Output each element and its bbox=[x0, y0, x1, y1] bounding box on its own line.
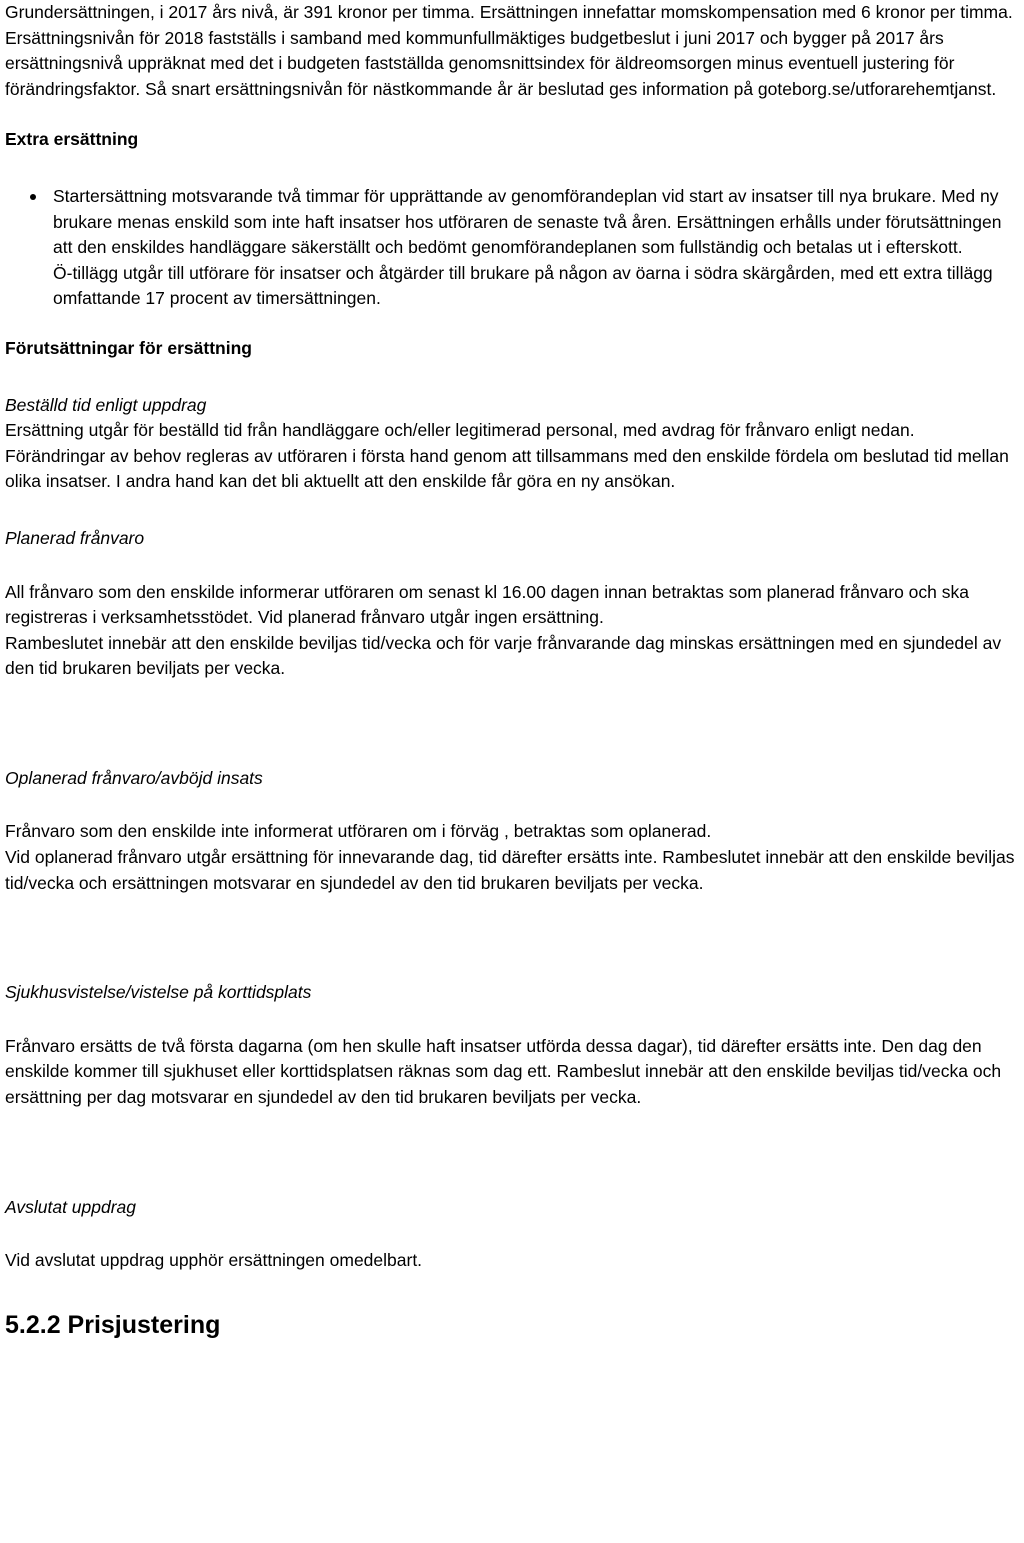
planned-absence-paragraph-1: All frånvaro som den enskilde informerar utföraren om senast kl 16.00 dagen innan betraktas som planerad frånvaro och ska registreras i verksamhetsstödet. Vid planerad frånvaro utgår ingen ersättning. bbox=[5, 581, 969, 628]
section-heading-price-adjustment: 5.2.2 Prisjustering bbox=[5, 1310, 221, 1339]
unplanned-absence-title: Oplanerad frånvaro/avböjd insats bbox=[5, 767, 263, 788]
planned-absence-paragraph-2: Rambeslutet innebär att den enskilde beviljas tid/vecka och för varje frånvarande dag minskas ersättningen med en sjundedel av den tid brukaren beviljats per vecka. bbox=[5, 632, 1002, 679]
extra-compensation-heading: Extra ersättning bbox=[5, 129, 139, 150]
intro-paragraph: Grundersättningen, i 2017 års nivå, är 391 kronor per timma. Ersättningen innefattar momskompensation med 6 kronor per timma. Ersättningsnivån för 2018 fastställs i samband med kommunfullmäktiges budgetbeslut i juni 2017 och bygger på 2017 års ersättningsnivå uppräknat med det i budgeten fastställda genomsnittsindex för äldreomsorgen minus eventuell justering för förändringsfaktor. Så snart ersättningsnivån för nästkommande år är beslutad ges information på goteborg.se/utforarehemtjanst. bbox=[5, 2, 1013, 99]
unplanned-absence-paragraph-2: Vid oplanerad frånvaro utgår ersättning för innevarande dag, tid därefter ersätts inte. Rambeslutet innebär att den enskilde beviljas tid/vecka och ersättningen motsvarar en sjundedel av den tid brukaren beviljats per vecka. bbox=[5, 847, 1015, 893]
hospital-stay-paragraph: Frånvaro ersätts de två första dagarna (om hen skulle haft insatser utförda dessa dagar), tid därefter ersätts inte. Den dag den enskilde kommer till sjukhuset eller korttidsplatsen räknas som dag ett. Rambeslut innebär att den enskilde beviljas tid/vecka och ersättning per dag motsvarar en sjundedel av den tid brukaren beviljats per vecka. bbox=[5, 1035, 1002, 1108]
island-supplement-text: Ö-tillägg utgår till utförare för insatser och åtgärder till brukare på någon av öarna i södra skärgården, med ett extra tillägg omfattande 17 procent av timersättningen. bbox=[53, 262, 993, 309]
ordered-time-paragraph-1: Ersättning utgår för beställd tid från handläggare och/eller legitimerad personal, med avdrag för frånvaro enligt nedan. bbox=[5, 420, 915, 441]
conditions-heading: Förutsättningar för ersättning bbox=[5, 337, 252, 358]
ordered-time-title: Beställd tid enligt uppdrag bbox=[5, 394, 207, 415]
ended-assignment-title: Avslutat uppdrag bbox=[5, 1196, 137, 1217]
ended-assignment-paragraph: Vid avslutat uppdrag upphör ersättningen omedelbart. bbox=[5, 1250, 423, 1271]
list-item bbox=[5, 184, 1023, 312]
document-page bbox=[5, 0, 1023, 1340]
extra-compensation-list bbox=[5, 184, 1023, 312]
planned-absence-title: Planerad frånvaro bbox=[5, 527, 145, 548]
bullet-icon bbox=[30, 194, 36, 200]
hospital-stay-title: Sjukhusvistelse/vistelse på korttidsplats bbox=[5, 982, 312, 1003]
start-compensation-text: Startersättning motsvarande två timmar för upprättande av genomförandeplan vid start av insatser till nya brukare. Med ny brukare menas enskild som inte haft insatser hos utföraren de senaste två åren. Ersättningen erhålls under förutsättningen att den enskildes handläggare säkerställt och bedömt genomförandeplanen som fullständig och betalas ut i efterskott. bbox=[53, 185, 1002, 258]
ordered-time-paragraph-2: Förändringar av behov regleras av utföraren i första hand genom att tillsammans med den enskilde fördela om beslutad tid mellan olika insatser. I andra hand kan det bli aktuellt att den enskilde får göra en ny ansökan. bbox=[5, 445, 1009, 492]
unplanned-absence-paragraph-1: Frånvaro som den enskilde inte informerat utföraren om i förväg , betraktas som oplanerad. bbox=[5, 821, 712, 842]
